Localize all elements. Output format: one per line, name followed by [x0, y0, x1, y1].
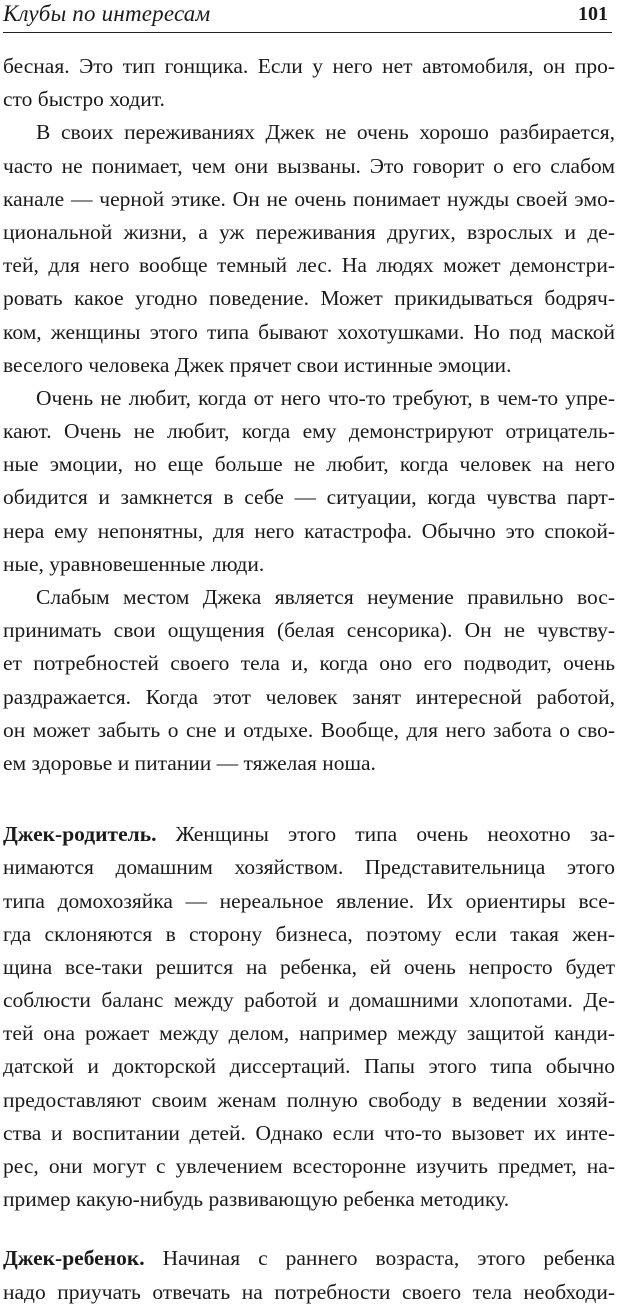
text-line: кают. Очень не любит, когда ему демонстрируют отрицатель- [3, 419, 615, 444]
text-line: гда склоняются в сторону бизнеса, поэтому если такая жен- [3, 921, 615, 946]
paragraph [3, 382, 615, 581]
chapter-title: Клубы по интересам [3, 1, 211, 26]
text-line: пример какую-нибудь развивающую ребенка методику. [3, 1187, 510, 1212]
section-heading: Джек-ребенок. [3, 1246, 145, 1271]
text-line: бесная. Это тип гонщика. Если у него нет автомобиля, он про- [3, 54, 615, 78]
text-line: соблюсти баланс между работой и домашними хлопотами. Де- [3, 988, 615, 1013]
text-line: раздражается. Когда этот человек занят интересной работой, [3, 684, 615, 709]
paragraph-jack-parent [3, 818, 615, 1216]
section-gap [3, 1216, 615, 1242]
text-line: тей, для него вообще темный лес. На людях может демонстри- [3, 253, 615, 278]
text-line: нера ему непонятны, для него катастрофа. Обычно это спокой- [3, 518, 615, 543]
text-line: Очень не любит, когда от него что-то требуют, в чем-то упре- [36, 385, 615, 410]
text-line: он может забыть о сне и отдыхе. Вообще, для него забота о сво- [3, 717, 615, 742]
text-line: циональной жизни, а уж переживания других, взрослых и де- [3, 219, 615, 244]
text-line: датской и докторской диссертаций. Папы этого типа обычно [3, 1054, 615, 1079]
text-line: канале — черной этике. Он не очень понимает нужды своей эмо- [3, 186, 615, 211]
text-line [3, 1242, 615, 1275]
text-line: сто быстро ходит. [3, 87, 165, 112]
text-run: Женщины этого типа очень неохотно за- [156, 822, 615, 847]
text-line: предоставляют своим женам полную свободу в ведении хозяй- [3, 1087, 615, 1112]
text-line: нимаются домашним хозяйством. Представительница этого [3, 855, 615, 880]
body-text [3, 50, 615, 1309]
text-line: ем здоровье и питании — тяжелая ноша. [3, 750, 376, 775]
text-line: веселого человека Джек прячет свои истинные эмоции. [3, 352, 512, 377]
running-header [3, 0, 612, 33]
text-line: ком, женщины этого типа бывают хохотушками. Но под маской [3, 319, 615, 344]
paragraph [3, 581, 615, 780]
text-line: ства и воспитании детей. Однако если что-то вызовет их инте- [3, 1120, 615, 1145]
text-line: В своих переживаниях Джек не очень хорошо разбирается, [36, 120, 615, 145]
text-line: надо приучать отвечать на потребности своего тела необходи- [3, 1279, 615, 1304]
paragraph [3, 50, 615, 116]
text-run: Начиная с раннего возраста, этого ребенка [144, 1246, 615, 1271]
text-line: Слабым местом Джека является неумение правильно вос- [36, 585, 615, 609]
text-line: рес, они могут с увлечением всесторонне изучить предмет, на- [3, 1154, 615, 1178]
text-line: типа домохозяйка — нереальное явление. Их ориентиры все- [3, 888, 615, 913]
paragraph [3, 116, 615, 382]
page-number: 101 [578, 3, 608, 25]
text-line: часто не понимает, чем они вызваны. Это говорит о его слабом [3, 153, 615, 178]
text-line [3, 818, 615, 851]
text-line: щина все-таки решится на ребенка, ей очень непросто будет [3, 954, 615, 979]
section-heading: Джек-родитель. [3, 822, 157, 847]
paragraph-jack-child [3, 1242, 615, 1308]
text-line: ет потребностей своего тела и, когда оно его подводит, очень [3, 651, 615, 676]
text-line: ные эмоции, но еще больше не любит, когда человек на него [3, 452, 615, 477]
text-line: ные, уравновешенные люди. [3, 551, 265, 576]
text-line: обидится и замкнется в себе — ситуации, когда чувства парт- [3, 485, 615, 510]
text-line: тей она рожает между делом, например между защитой канди- [3, 1021, 615, 1046]
text-line: принимать свои ощущения (белая сенсорика). Он не чувству- [3, 618, 615, 643]
section-gap [3, 780, 615, 818]
text-line: ровать какое угодно поведение. Может прикидываться бодряч- [3, 286, 615, 311]
